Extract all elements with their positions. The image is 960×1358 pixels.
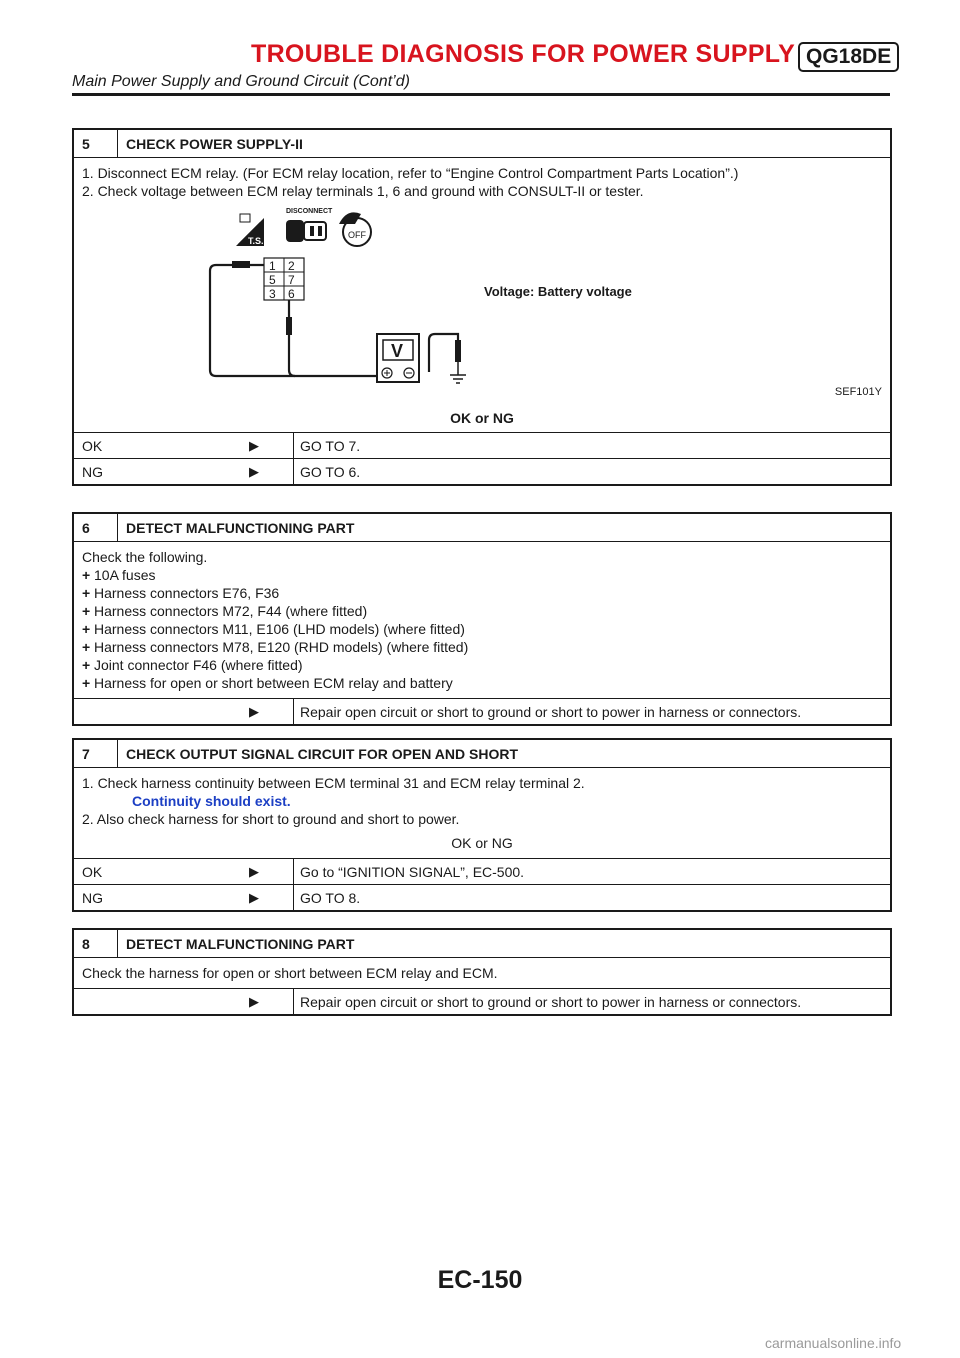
step-number: 8	[74, 930, 118, 957]
figure-id: SEF101Y	[834, 386, 882, 398]
step-7-title-row	[74, 740, 890, 767]
step-8-block	[72, 928, 892, 1016]
result-row	[74, 432, 890, 458]
step-7-block	[72, 738, 892, 912]
terminal-label: 3	[269, 287, 276, 301]
step-number: 6	[74, 514, 118, 541]
step-title: CHECK POWER SUPPLY-II	[126, 135, 303, 152]
instruction-line: Check the following.	[82, 549, 208, 565]
result-row	[74, 988, 890, 1014]
disconnect-label: DISCONNECT	[286, 208, 333, 215]
result-label: NG	[82, 463, 103, 480]
step-number: 7	[74, 740, 118, 767]
step-6-block	[72, 512, 892, 726]
terminal-labels	[269, 259, 295, 301]
plus-bullet-icon: +	[82, 639, 91, 655]
ts-label: T.S.	[248, 236, 264, 246]
wiring-diagram	[74, 200, 890, 410]
instruction-line: Check the harness for open or short between ECM relay and ECM.	[82, 965, 498, 981]
plus-bullet-icon: +	[82, 603, 91, 619]
list-item: + 10A fuses	[82, 567, 156, 583]
ts-icon	[236, 214, 264, 246]
terminal-label: 2	[288, 259, 295, 273]
play-arrow-icon: ▶	[249, 993, 259, 1009]
step-5-title-row	[74, 130, 890, 157]
off-label: OFF	[348, 230, 366, 240]
page-title: TROUBLE DIAGNOSIS FOR POWER SUPPLY	[251, 40, 796, 68]
result-label: OK	[82, 863, 103, 880]
step-6-title-row	[74, 514, 890, 541]
spec-text: Continuity should exist.	[132, 793, 291, 809]
step-5-body	[74, 157, 890, 432]
step-8-body	[74, 957, 890, 988]
voltmeter-icon	[377, 334, 419, 382]
ok-ng-label: OK or NG	[451, 835, 513, 851]
result-row	[74, 884, 890, 910]
probe-tip	[455, 340, 461, 362]
result-action: GO TO 6.	[293, 459, 360, 484]
play-arrow-icon: ▶	[249, 463, 259, 479]
ok-ng-label: OK or NG	[450, 410, 514, 426]
step-title: DETECT MALFUNCTIONING PART	[126, 935, 355, 952]
step-5-block	[72, 128, 892, 486]
list-item: + Harness connectors M72, F44 (where fitted)	[82, 603, 368, 619]
voltage-spec: Voltage: Battery voltage	[484, 284, 632, 299]
result-row	[74, 858, 890, 884]
plus-bullet-icon: +	[82, 585, 91, 601]
plus-bullet-icon: +	[82, 675, 91, 691]
probe-tip	[286, 317, 292, 335]
instruction-line: 1. Disconnect ECM relay. (For ECM relay location, refer to “Engine Control Compartment Parts Location”.)	[82, 165, 739, 181]
instruction-line: 2. Check voltage between ECM relay terminals 1, 6 and ground with CONSULT-II or tester.	[82, 183, 644, 199]
result-action: Repair open circuit or short to ground or short to power in harness or connectors.	[293, 989, 801, 1014]
list-item: + Harness for open or short between ECM relay and battery	[82, 675, 453, 691]
instruction-line: 1. Check harness continuity between ECM terminal 31 and ECM relay terminal 2.	[82, 775, 585, 791]
terminal-label: 6	[288, 287, 295, 301]
plus-bullet-icon: +	[82, 567, 91, 583]
result-action: GO TO 7.	[293, 433, 360, 458]
step-title: DETECT MALFUNCTIONING PART	[126, 519, 355, 536]
result-label: NG	[82, 889, 103, 906]
terminal-label: 5	[269, 273, 276, 287]
step-8-title-row	[74, 930, 890, 957]
engine-badge: QG18DE	[798, 42, 899, 72]
result-action: Go to “IGNITION SIGNAL”, EC-500.	[293, 859, 524, 884]
instruction-line: 2. Also check harness for short to ground and short to power.	[82, 811, 460, 827]
result-label: OK	[82, 437, 103, 454]
list-item: + Joint connector F46 (where fitted)	[82, 657, 303, 673]
wiring-diagram-svg	[74, 200, 890, 410]
terminal-label: 7	[288, 273, 295, 287]
step-title: CHECK OUTPUT SIGNAL CIRCUIT FOR OPEN AND SHORT	[126, 745, 519, 762]
plus-bullet-icon: +	[82, 621, 91, 637]
terminal-label: 1	[269, 259, 276, 273]
play-arrow-icon: ▶	[249, 889, 259, 905]
play-arrow-icon: ▶	[249, 863, 259, 879]
result-action: GO TO 8.	[293, 885, 360, 910]
ground-icon	[450, 362, 466, 383]
ignition-key-icon	[339, 212, 371, 246]
result-action: Repair open circuit or short to ground or short to power in harness or connectors.	[293, 699, 801, 724]
page-subtitle: Main Power Supply and Ground Circuit (Cont’d)	[72, 73, 410, 90]
list-item: + Harness connectors E76, F36	[82, 585, 280, 601]
page-number: EC-150	[437, 1266, 523, 1294]
list-item: + Harness connectors M78, E120 (RHD models) (where fitted)	[82, 639, 469, 655]
connector-icon	[286, 208, 333, 242]
list-item: + Harness connectors M11, E106 (LHD models) (where fitted)	[82, 621, 465, 637]
meter-label: V	[391, 341, 404, 361]
play-arrow-icon: ▶	[249, 703, 259, 719]
header-rule	[72, 93, 890, 96]
probe-tip	[232, 261, 250, 268]
step-number: 5	[74, 130, 118, 157]
result-row	[74, 698, 890, 724]
probe-wires	[210, 265, 458, 376]
step-6-body	[74, 541, 890, 698]
step-7-body	[74, 767, 890, 858]
plus-bullet-icon: +	[82, 657, 91, 673]
watermark: carmanualsonline.info	[765, 1335, 902, 1351]
play-arrow-icon: ▶	[249, 437, 259, 453]
result-row	[74, 458, 890, 484]
